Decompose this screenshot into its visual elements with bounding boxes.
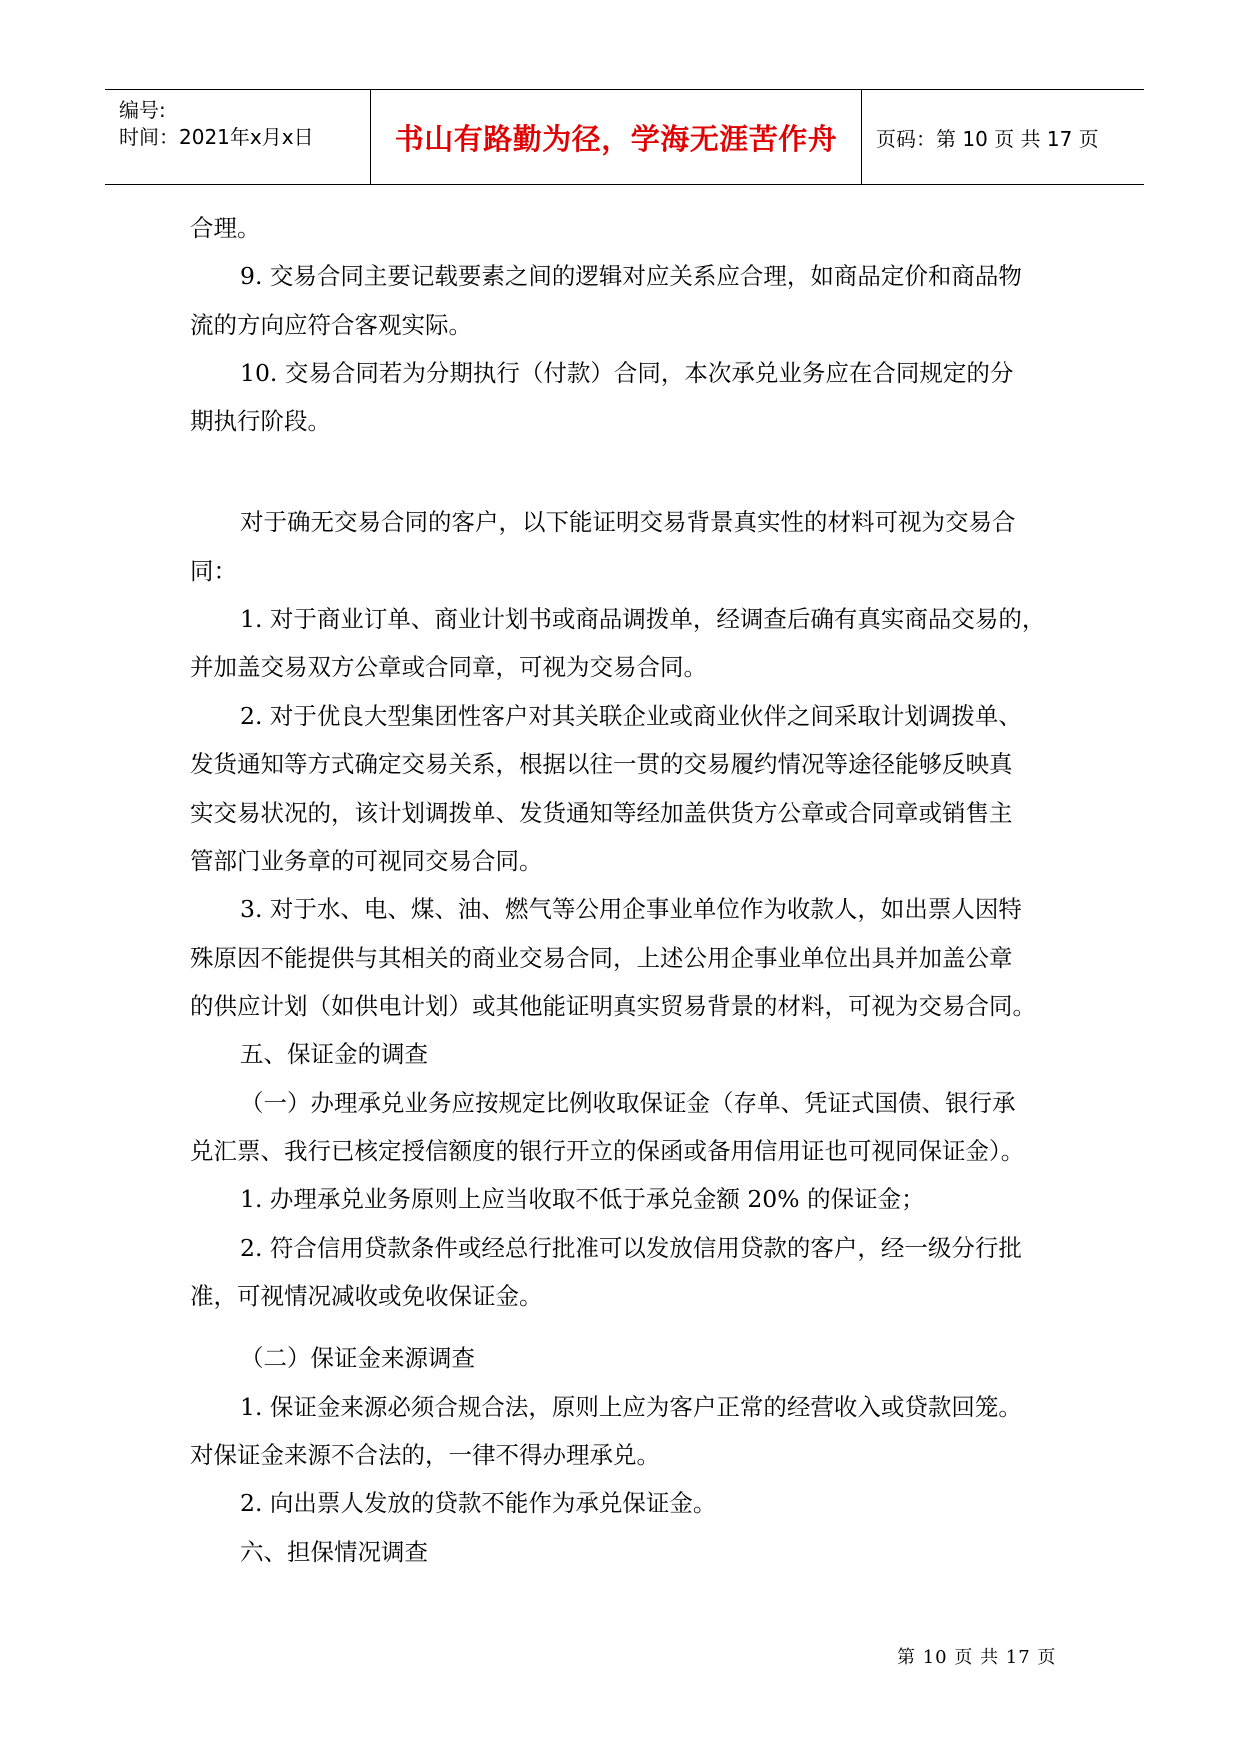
text-line: 管部门业务章的可视同交易合同。 bbox=[190, 847, 543, 875]
header-table bbox=[105, 89, 1144, 185]
text-line: 发货通知等方式确定交易关系，根据以往一贯的交易履约情况等途径能够反映真 bbox=[190, 750, 1013, 778]
text-line: 2. 符合信用贷款条件或经总行批准可以发放信用贷款的客户，经一级分行批 bbox=[240, 1234, 1022, 1262]
text-line: 实交易状况的，该计划调拨单、发货通知等经加盖供货方公章或合同章或销售主 bbox=[190, 799, 1013, 827]
text-line: 合理。 bbox=[190, 214, 261, 242]
text-line: 期执行阶段。 bbox=[190, 407, 331, 435]
text-line: 兑汇票、我行已核定授信额度的银行开立的保函或备用信用证也可视同保证金）。 bbox=[190, 1137, 1025, 1165]
number-label: 编号: bbox=[119, 98, 166, 122]
text-line: （一）办理承兑业务应按规定比例收取保证金（存单、凭证式国债、银行承 bbox=[240, 1089, 1016, 1117]
text-line: 10. 交易合同若为分期执行（付款）合同，本次承兑业务应在合同规定的分 bbox=[240, 359, 1014, 387]
header-motto-cell bbox=[371, 90, 862, 184]
time-label: 时间：2021年x月x日 bbox=[119, 125, 314, 149]
text-line: 殊原因不能提供与其相关的商业交易合同，上述公用企事业单位出具并加盖公章 bbox=[190, 944, 1013, 972]
text-line: 1. 办理承兑业务原则上应当收取不低于承兑金额 20% 的保证金； bbox=[240, 1185, 925, 1213]
text-line: 对于确无交易合同的客户，以下能证明交易背景真实性的材料可视为交易合 bbox=[240, 508, 1016, 536]
text-line: 同： bbox=[190, 557, 237, 585]
text-line: 9. 交易合同主要记载要素之间的逻辑对应关系应合理，如商品定价和商品物 bbox=[240, 262, 1022, 290]
motto: 书山有路勤为径，学海无涯苦作舟 bbox=[394, 121, 838, 156]
text-line: 1. 保证金来源必须合规合法，原则上应为客户正常的经营收入或贷款回笼。 bbox=[240, 1393, 1022, 1421]
page-footer: 第 10 页 共 17 页 bbox=[897, 1647, 1057, 1668]
header-left-cell bbox=[105, 90, 371, 184]
text-line: 准，可视情况减收或免收保证金。 bbox=[190, 1282, 543, 1310]
text-line: 1. 对于商业订单、商业计划书或商品调拨单，经调查后确有真实商品交易的， bbox=[240, 605, 1046, 633]
text-line: 并加盖交易双方公章或合同章，可视为交易合同。 bbox=[190, 653, 707, 681]
text-line: 2. 对于优良大型集团性客户对其关联企业或商业伙伴之间采取计划调拨单、 bbox=[240, 702, 1022, 730]
text-line: 的供应计划（如供电计划）或其他能证明真实贸易背景的材料，可视为交易合同。 bbox=[190, 992, 1036, 1020]
text-line: 对保证金来源不合法的，一律不得办理承兑。 bbox=[190, 1441, 660, 1469]
text-line: 流的方向应符合客观实际。 bbox=[190, 311, 472, 339]
section-heading: 六、担保情况调查 bbox=[240, 1538, 428, 1566]
text-line: 2. 向出票人发放的贷款不能作为承兑保证金。 bbox=[240, 1489, 717, 1517]
section-heading: 五、保证金的调查 bbox=[240, 1040, 428, 1068]
text-line: 3. 对于水、电、煤、油、燃气等公用企事业单位作为收款人，如出票人因特 bbox=[240, 895, 1022, 923]
page-label: 页码：第 10 页 共 17 页 bbox=[876, 126, 1099, 151]
header-page-cell bbox=[862, 90, 1144, 184]
subsection-heading: （二）保证金来源调查 bbox=[240, 1344, 475, 1372]
